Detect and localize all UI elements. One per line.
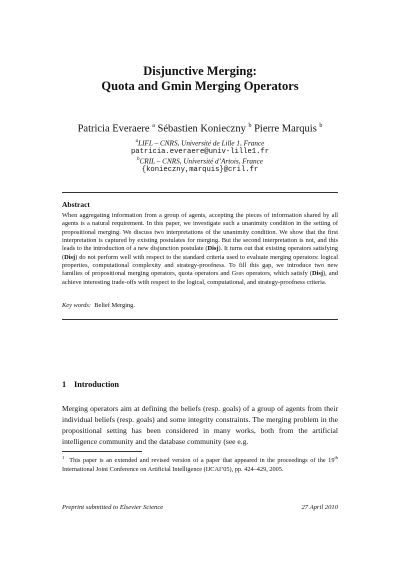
affiliation-mark: b <box>137 157 140 162</box>
preprint-note: Preprint submitted to Elsevier Science <box>62 504 164 511</box>
introduction-paragraph: Merging operators aim at defining the beliefs (resp. goals) of a group of agents from their individual beliefs (resp. goals) and some integrity constraints. The merging problem in the propositional setting has been considered in many works, both from the artificial intelligence community and the database community (see e.g. <box>62 404 338 446</box>
abstract-heading: Abstract <box>62 200 90 209</box>
footnote-text-end: International Joint Conference on Artificial Intelligence (IJCAI’05), pp. 424–429, 2005. <box>62 465 284 473</box>
affiliation-institution: LIFL – CNRS, Université de Lille 1, France <box>138 139 265 148</box>
abstract-text: When aggregating information from a group of agents, accepting the pieces of information shared by all agents is a natural requirement. In this paper, we investigate such a unanimity condition in the setting of propositional merging. We discuss two interpretations of the unanimity condition. We show that the first interpretation is captured by existing postulates for merging. But the second interpretation is not, and this leads to the introduction of a new disjunction postulate (Disj). It turns out that existing operators satisfying (Disj) do not perform well with respect to the standard criteria used to evaluate merging operators: logical properties, computational complexity and strategy-proofness. To fill this gap, we introduce two new families of propositional merging operators, quota operators and Gmin operators, which satisfy (Disj), and achieve interesting trade-offs with respect to the logical, computational, and strategy-proofness criteria. <box>62 212 338 286</box>
section-title: Introduction <box>74 380 120 389</box>
keywords-label: Key words: <box>62 302 92 309</box>
paper-title-line-2: Quota and Gmin Merging Operators <box>101 79 299 93</box>
page-date: 27 April 2010 <box>301 504 338 511</box>
affiliation-institution: CRIL – CNRS, Université d’Artois, France <box>139 157 263 166</box>
author-name: Sébastien Konieczny <box>157 123 246 135</box>
author-name: Pierre Marquis <box>254 123 317 135</box>
author-affiliation-mark: b <box>319 123 323 129</box>
footnote <box>62 454 338 475</box>
author-name: Patricia Everaere <box>77 123 150 135</box>
footnote-superscript: th <box>334 455 338 460</box>
author-list <box>0 123 400 135</box>
abstract-top-rule <box>62 192 338 193</box>
keywords <box>62 302 135 309</box>
affiliation-mark: a <box>135 139 139 144</box>
footnote-text-start: This paper is an extended and revised version of a paper that appeared in the proceedings of the 19 <box>69 457 335 465</box>
affiliation-a <box>0 139 400 147</box>
footnote-rule <box>62 451 142 452</box>
author-affiliation-mark: a <box>152 123 155 129</box>
author-affiliation-mark: b <box>248 123 252 129</box>
affiliation-email: {konieczny,marquis}@cril.fr <box>141 166 259 174</box>
paper-title-line-1: Disjunctive Merging: <box>143 64 257 78</box>
affiliation-b <box>0 157 400 165</box>
abstract-bottom-rule <box>62 319 338 320</box>
keywords-value: Belief Merging. <box>94 302 135 309</box>
footnote-mark: 1 <box>62 455 65 460</box>
section-heading <box>62 380 119 389</box>
affiliation-email: patricia.everaere@univ-lille1.fr <box>130 148 270 156</box>
section-number: 1 <box>62 380 67 389</box>
